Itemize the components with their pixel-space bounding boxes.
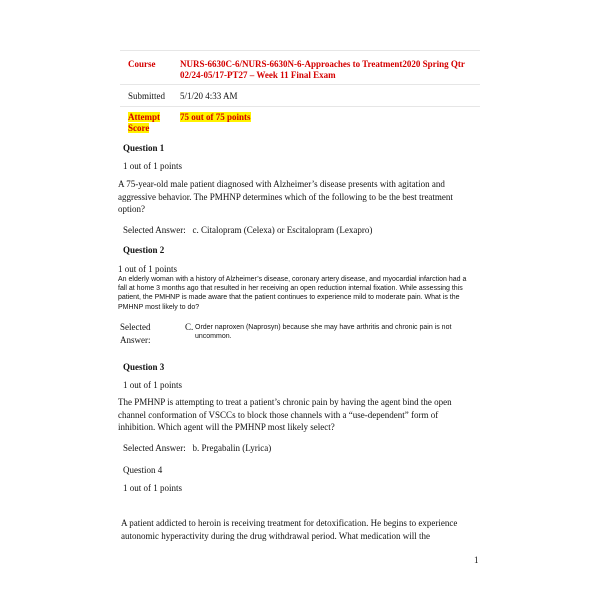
question-4-text-line2: autonomic hyperactivity during the drug withdrawal period. What medication will the <box>121 531 431 541</box>
attempt-label-line1: Attempt <box>128 112 160 122</box>
page-number: 1 <box>474 555 479 565</box>
question-3-text-line1: The PMHNP is attempting to treat a patient’s chronic pain by having the agent bind the open <box>118 397 452 407</box>
submitted-label: Submitted <box>128 91 166 101</box>
question-2-answer-prefix: C. <box>185 322 194 332</box>
question-3-answer: Selected Answer: b. Pregabalin (Lyrica) <box>123 443 272 453</box>
question-1-text-line3: option? <box>118 204 145 214</box>
question-2-title: Question 2 <box>123 245 165 255</box>
question-3-text <box>118 396 452 434</box>
question-1-text-line1: A 75-year-old male patient diagnosed with Alzheimer’s disease presents with agitation and <box>118 179 445 189</box>
attempt-score-value <box>180 112 251 122</box>
question-2-answer-label-line1: Selected <box>120 322 151 332</box>
question-1-text-line2: aggressive behavior. The PMHNP determines which of the following to be the best treatment <box>118 191 453 202</box>
question-1-answer: Selected Answer: c. Citalopram (Celexa) or Escitalopram (Lexapro) <box>123 225 373 235</box>
question-4-points: 1 out of 1 points <box>123 483 183 493</box>
question-2-answer-line2: uncommon. <box>195 333 232 341</box>
submitted-value: 5/1/20 4:33 AM <box>180 91 238 101</box>
question-1-text <box>118 178 453 216</box>
question-2-text-line4: PMHNP most likely to do? <box>118 303 200 311</box>
question-2-answer-label-line2: Answer: <box>120 334 151 345</box>
question-3-text-line2: channel conformation of VSCCs to block those channels with a “use-dependent” form of <box>118 409 439 420</box>
question-2-answer <box>195 323 451 341</box>
question-3-text-line3: inhibition. Which agent will the PMHNP most likely select? <box>118 422 335 432</box>
question-2-text <box>118 275 466 312</box>
question-3-title: Question 3 <box>123 362 165 372</box>
attempt-value: 75 out of 75 points <box>180 112 251 122</box>
question-1-title: Question 1 <box>123 143 165 153</box>
question-2-text-line2: fall at home 3 months ago that resulted in her receiving an open reduction internal fixation. While assessing this <box>118 285 463 293</box>
question-2-points: 1 out of 1 points <box>118 264 178 274</box>
question-2-text-line1: An elderly woman with a history of Alzheimer’s disease, coronary artery disease, and myocardial infarction had a <box>118 276 467 283</box>
attempt-label-line2: Score <box>128 123 150 133</box>
course-value-line1: NURS-6630C-6/NURS-6630N-6-Approaches to Treatment2020 Spring Qtr <box>180 59 465 69</box>
attempt-score-label <box>128 112 160 134</box>
question-4-title: Question 4 <box>123 465 163 475</box>
question-2-text-line3: patient, the PMHNP is made aware that the patient continues to experience mild to moderate pain. What is the <box>118 294 460 302</box>
question-3-points: 1 out of 1 points <box>123 380 183 390</box>
course-label: Course <box>128 59 156 69</box>
question-4-text <box>121 517 457 543</box>
question-2-answer-label <box>120 321 151 346</box>
question-4-text-line1: A patient addicted to heroin is receiving treatment for detoxification. He begins to experience <box>121 518 458 528</box>
header-rule-2 <box>120 106 480 107</box>
header-top-rule <box>120 50 480 51</box>
question-1-points: 1 out of 1 points <box>123 161 183 171</box>
header-rule-1 <box>120 84 480 85</box>
question-2-answer-line1: Order naproxen (Naprosyn) because she may have arthritis and chronic pain is not <box>195 324 452 331</box>
course-value-line2: 02/24-05/17-PT27 – Week 11 Final Exam <box>180 70 336 80</box>
